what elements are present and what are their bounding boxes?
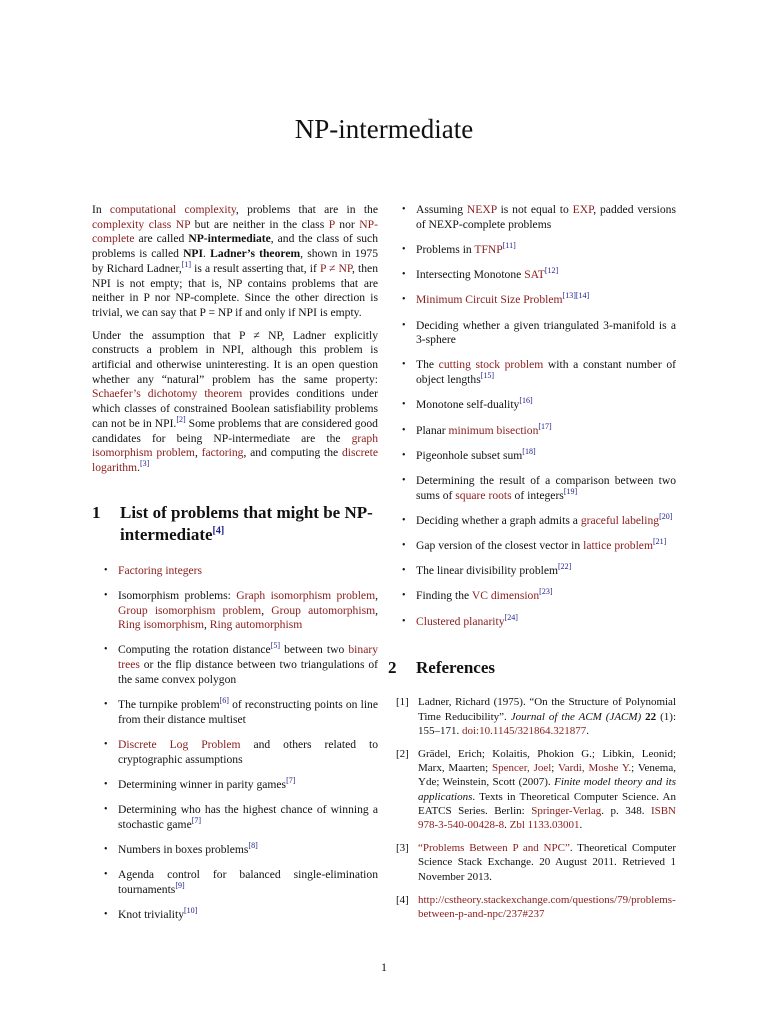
bullet-icon: •	[104, 644, 108, 656]
link[interactable]: Ring isomorphism	[118, 618, 204, 632]
link[interactable]: VC dimension	[471, 589, 540, 603]
list-item	[390, 474, 676, 503]
bullet-icon: •	[402, 319, 406, 331]
text-run: Knot triviality	[118, 908, 185, 922]
bullet-icon: •	[402, 540, 406, 552]
problem-list-left	[92, 564, 378, 923]
text-run: Deciding whether a given triangulated 3-manifold is a 3-sphere	[416, 318, 676, 347]
list-item	[92, 778, 378, 793]
text-run: Finding the	[416, 589, 472, 603]
list-item	[390, 203, 676, 232]
text-run: The	[416, 358, 439, 372]
citation-link[interactable]: [23]	[539, 587, 553, 597]
bullet-icon: •	[104, 699, 108, 711]
section-title	[120, 502, 378, 546]
link[interactable]: square roots	[455, 488, 512, 502]
list-item	[92, 589, 378, 633]
bullet-icon: •	[104, 778, 108, 790]
link[interactable]: lattice problem	[583, 539, 653, 553]
bullet-icon: •	[104, 564, 108, 576]
citation-link[interactable]: [11]	[502, 241, 516, 251]
list-item	[92, 803, 378, 832]
link[interactable]: “Problems Between P and NPC”	[418, 842, 570, 855]
link[interactable]: graph isomorphism problem	[92, 431, 378, 460]
text-run: . p. 348.	[601, 804, 651, 817]
bullet-icon: •	[402, 615, 406, 627]
link[interactable]: Springer-Verlag	[531, 804, 602, 817]
text-run: .	[504, 818, 510, 831]
text-run: (1): 155–171.	[418, 710, 677, 737]
text-run: ; Venema, Yde; Weinstein, Scott (2007).	[418, 762, 676, 789]
list-item	[92, 564, 378, 579]
section-heading-references	[388, 657, 676, 679]
reference-number: [3]	[396, 842, 409, 855]
link[interactable]: Graph isomorphism problem	[236, 588, 376, 602]
text-run: of integers	[511, 488, 564, 502]
problem-list-right	[390, 203, 676, 629]
bullet-icon: •	[402, 269, 406, 281]
citation-link[interactable]: [10]	[184, 906, 198, 916]
list-item	[390, 398, 676, 413]
bullet-icon: •	[402, 243, 406, 255]
bullet-icon: •	[402, 590, 406, 602]
link[interactable]: Discrete Log Problem	[118, 737, 241, 751]
reference-number: [4]	[396, 893, 409, 906]
text-run: . Theoretical Computer Science Stack Exchange. 20 August 2011. Retrieved 1 November 2013.	[418, 842, 676, 883]
list-item	[390, 539, 676, 554]
link[interactable]: Group automorphism	[271, 603, 376, 617]
reference-item	[390, 747, 676, 832]
bullet-icon: •	[402, 204, 406, 215]
text-run: , and the class of such problems is called	[92, 232, 378, 261]
list-item	[92, 868, 378, 897]
text-run: .	[203, 247, 211, 261]
bold-term: Ladner’s theorem	[210, 247, 301, 261]
citation-link[interactable]: [20]	[659, 511, 673, 521]
text-run: provides conditions under which classes of constrained Boolean satisfiability problems can not be in NPI.	[92, 387, 379, 430]
text-run: Determining winner in parity games	[118, 777, 287, 791]
text-run: In	[92, 203, 110, 216]
text-run: ,	[204, 618, 210, 632]
text-run: .	[137, 460, 140, 474]
link[interactable]: NEXP	[466, 203, 497, 216]
citation-link[interactable]: [7]	[191, 815, 202, 825]
text-run: Under the assumption that P ≠ NP, Ladner explicitly constructs a problem in NPI, although this problem is artificial and otherwise uninteresting. It is an open question whether any “natural” problem has the same property:	[92, 328, 378, 386]
intro-paragraph-2	[92, 329, 378, 476]
right-column	[390, 203, 676, 930]
link[interactable]: graceful labeling	[580, 513, 660, 527]
reference-number: [1]	[396, 696, 409, 709]
link[interactable]: P ≠ NP	[319, 261, 353, 275]
bullet-icon: •	[402, 359, 406, 371]
text-run: ,	[375, 603, 378, 617]
text-run: , and computing the	[243, 446, 342, 460]
text-run: Monotone self-duality	[416, 398, 520, 412]
section-title-text: List of problems that might be NP-intermediate	[120, 502, 373, 544]
citation-link[interactable]: [4]	[212, 525, 225, 536]
text-run: Numbers in boxes problems	[118, 843, 249, 856]
italic-text: Finite model theory and its applications	[418, 776, 676, 803]
link[interactable]: P	[328, 217, 335, 231]
reference-item	[390, 893, 676, 921]
link[interactable]: Factoring integers	[118, 563, 203, 577]
citation-link[interactable]: [5]	[270, 641, 281, 651]
link[interactable]: Zbl 1133.03001	[509, 818, 580, 831]
link[interactable]: minimum bisection	[448, 423, 539, 437]
link[interactable]: NP	[175, 217, 191, 231]
text-run: is not equal to	[496, 203, 573, 216]
list-item	[390, 243, 676, 258]
citation-link[interactable]: [2]	[176, 414, 186, 424]
list-item	[92, 843, 378, 858]
link[interactable]: ISBN 978-3-540-00428-8	[418, 804, 676, 831]
link[interactable]: discrete logarithm	[92, 446, 378, 474]
list-item	[390, 358, 676, 387]
citation-link[interactable]: [3]	[140, 459, 150, 469]
page-title: NP-intermediate	[294, 114, 474, 144]
citation-link[interactable]: [16]	[519, 396, 533, 406]
text-run: between two	[280, 643, 349, 657]
citation-link[interactable]: [13][14]	[562, 291, 590, 301]
text-run: Pigeonhole subset sum	[416, 448, 523, 462]
section-heading-problems	[92, 502, 378, 546]
bullet-icon: •	[402, 565, 406, 577]
list-item	[92, 643, 378, 687]
text-run: Intersecting Monotone	[416, 268, 525, 282]
bullet-icon: •	[104, 869, 108, 881]
citation-link[interactable]: [19]	[563, 486, 578, 496]
text-run: Gap version of the closest vector in	[416, 539, 584, 553]
reference-item	[390, 695, 676, 738]
link[interactable]: Clustered planarity	[416, 614, 505, 628]
text-run: Grädel, Erich; Kolaitis, Phokion G.; Libkin, Leonid; Marx, Maarten;	[418, 747, 676, 775]
text-run: The linear divisibility problem	[416, 564, 558, 578]
text-run: The turnpike problem	[118, 698, 220, 712]
bullet-icon: •	[402, 294, 406, 306]
bold-term: 22	[645, 710, 657, 723]
link[interactable]: Schaefer’s dichotomy theorem	[92, 387, 243, 401]
list-item	[390, 564, 676, 579]
text-run: Assuming	[416, 203, 467, 216]
citation-link[interactable]: [7]	[286, 776, 296, 786]
text-run: ,	[375, 588, 378, 602]
list-item	[390, 511, 676, 529]
link[interactable]: EXP	[572, 203, 594, 216]
list-item	[390, 612, 676, 630]
bullet-icon: •	[104, 804, 108, 816]
citation-link[interactable]: [1]	[181, 259, 192, 269]
bold-term: NP-intermediate	[188, 232, 271, 246]
link[interactable]: Vardi, Moshe Y.	[558, 762, 632, 775]
link[interactable]: complexity class	[92, 217, 172, 231]
reference-number: [2]	[396, 747, 409, 760]
list-item	[92, 908, 378, 923]
list-item	[390, 589, 676, 604]
text-run: is a result asserting that, if	[191, 261, 320, 275]
list-item	[92, 738, 378, 767]
intro-paragraph-1	[92, 203, 378, 321]
text-run: .	[579, 818, 583, 831]
citation-link[interactable]: [17]	[538, 421, 552, 431]
text-run: Deciding whether a graph admits a	[416, 513, 581, 527]
text-run: , then NPI is not empty; that is, NP contains problems that are neither in P nor NP-complete. Since the other direction is trivial, we can say that P = NP if and only if NPI is empty.	[92, 261, 378, 319]
citation-link[interactable]: [18]	[522, 446, 536, 456]
link[interactable]: factoring	[201, 446, 244, 460]
link[interactable]: Ring automorphism	[209, 618, 303, 632]
bold-term: NPI	[183, 247, 204, 261]
bullet-icon: •	[402, 514, 406, 526]
bullet-icon: •	[104, 844, 108, 855]
list-item	[390, 446, 676, 464]
section-number: 1	[92, 502, 101, 522]
text-run: ,	[261, 603, 272, 617]
citation-link[interactable]: [22]	[558, 562, 572, 572]
link[interactable]: Minimum Circuit Size Problem	[416, 293, 563, 307]
italic-text: Journal of the ACM (JACM)	[510, 710, 642, 723]
link[interactable]: SAT	[524, 268, 545, 282]
text-run: Determining who has the highest chance of winning a stochastic game	[118, 803, 378, 831]
text-run: Problems in	[416, 242, 475, 256]
text-run: Planar	[416, 423, 449, 437]
link[interactable]: TFNP	[474, 242, 503, 256]
bullet-icon: •	[402, 399, 406, 411]
list-item	[390, 421, 676, 439]
text-run: of reconstructing points on line from their distance multiset	[118, 698, 378, 726]
list-item	[92, 698, 378, 727]
text-run: nor	[334, 217, 360, 231]
citation-link[interactable]: [8]	[248, 841, 258, 851]
text-run: ;	[551, 762, 559, 775]
citation-link[interactable]: [9]	[175, 881, 185, 891]
citation-link[interactable]: [6]	[219, 696, 229, 706]
section-number: 2	[388, 658, 397, 678]
reference-item	[390, 841, 676, 884]
text-run: but are neither in the class	[190, 217, 329, 231]
section-title: References	[416, 658, 495, 678]
link[interactable]: binary trees	[118, 643, 378, 672]
text-run: with a constant number of object lengths	[416, 358, 676, 387]
link[interactable]: Spencer, Joel	[491, 762, 552, 775]
text-run: and others related to cryptographic assumptions	[118, 737, 378, 766]
list-item	[390, 319, 676, 348]
bullet-icon: •	[402, 424, 406, 436]
citation-link[interactable]: [12]	[544, 266, 559, 276]
text-run: Ladner, Richard (1975). “On the Structure of Polynomial Time Reducibility”.	[418, 696, 676, 723]
bullet-icon: •	[104, 738, 108, 750]
page-number: 1	[381, 960, 387, 974]
bullet-icon: •	[104, 909, 108, 921]
bullet-icon: •	[402, 449, 406, 461]
list-item	[390, 268, 676, 283]
text-run: .	[586, 724, 590, 737]
bullet-icon: •	[104, 589, 108, 601]
bullet-icon: •	[402, 474, 406, 486]
link[interactable]: NP-complete	[92, 217, 378, 246]
citation-link[interactable]: [24]	[504, 612, 518, 622]
text-run: Agenda control for balanced single-elimination tournaments	[118, 868, 378, 896]
link[interactable]: http://cstheory.stackexchange.com/questions/79/problems-between-p-and-npc/237#237	[418, 893, 676, 920]
link[interactable]: computational complexity	[109, 203, 236, 216]
left-column	[92, 203, 378, 933]
list-item	[390, 293, 676, 308]
text-run: or the flip distance between two triangulations of the same convex polygon	[118, 658, 378, 686]
text-run: Some problems that are considered good candidates for being NP-intermediate are the	[92, 416, 378, 445]
link[interactable]: Group isomorphism problem	[118, 603, 262, 617]
citation-link[interactable]: [15]	[480, 371, 495, 381]
text-run: , padded versions of NEXP-complete problems	[416, 203, 676, 231]
reference-list	[390, 695, 676, 921]
text-run: . Texts in Theoretical Computer Science. An EATCS Series. Berlin:	[418, 790, 676, 817]
text-run: Determining the result of a comparison between two sums of	[416, 473, 676, 502]
text-run: Isomorphism problems:	[118, 588, 237, 602]
text-run: , problems that are in the	[235, 203, 378, 216]
text-run: Computing the rotation distance	[118, 643, 271, 657]
text-run: , shown in 1975 by Richard Ladner,	[92, 247, 378, 275]
link[interactable]: doi:10.1145/321864.321877	[462, 724, 587, 737]
link[interactable]: cutting stock problem	[438, 358, 544, 372]
text-run: ,	[194, 446, 202, 460]
text-run: are called	[134, 232, 189, 246]
citation-link[interactable]: [21]	[652, 537, 667, 547]
